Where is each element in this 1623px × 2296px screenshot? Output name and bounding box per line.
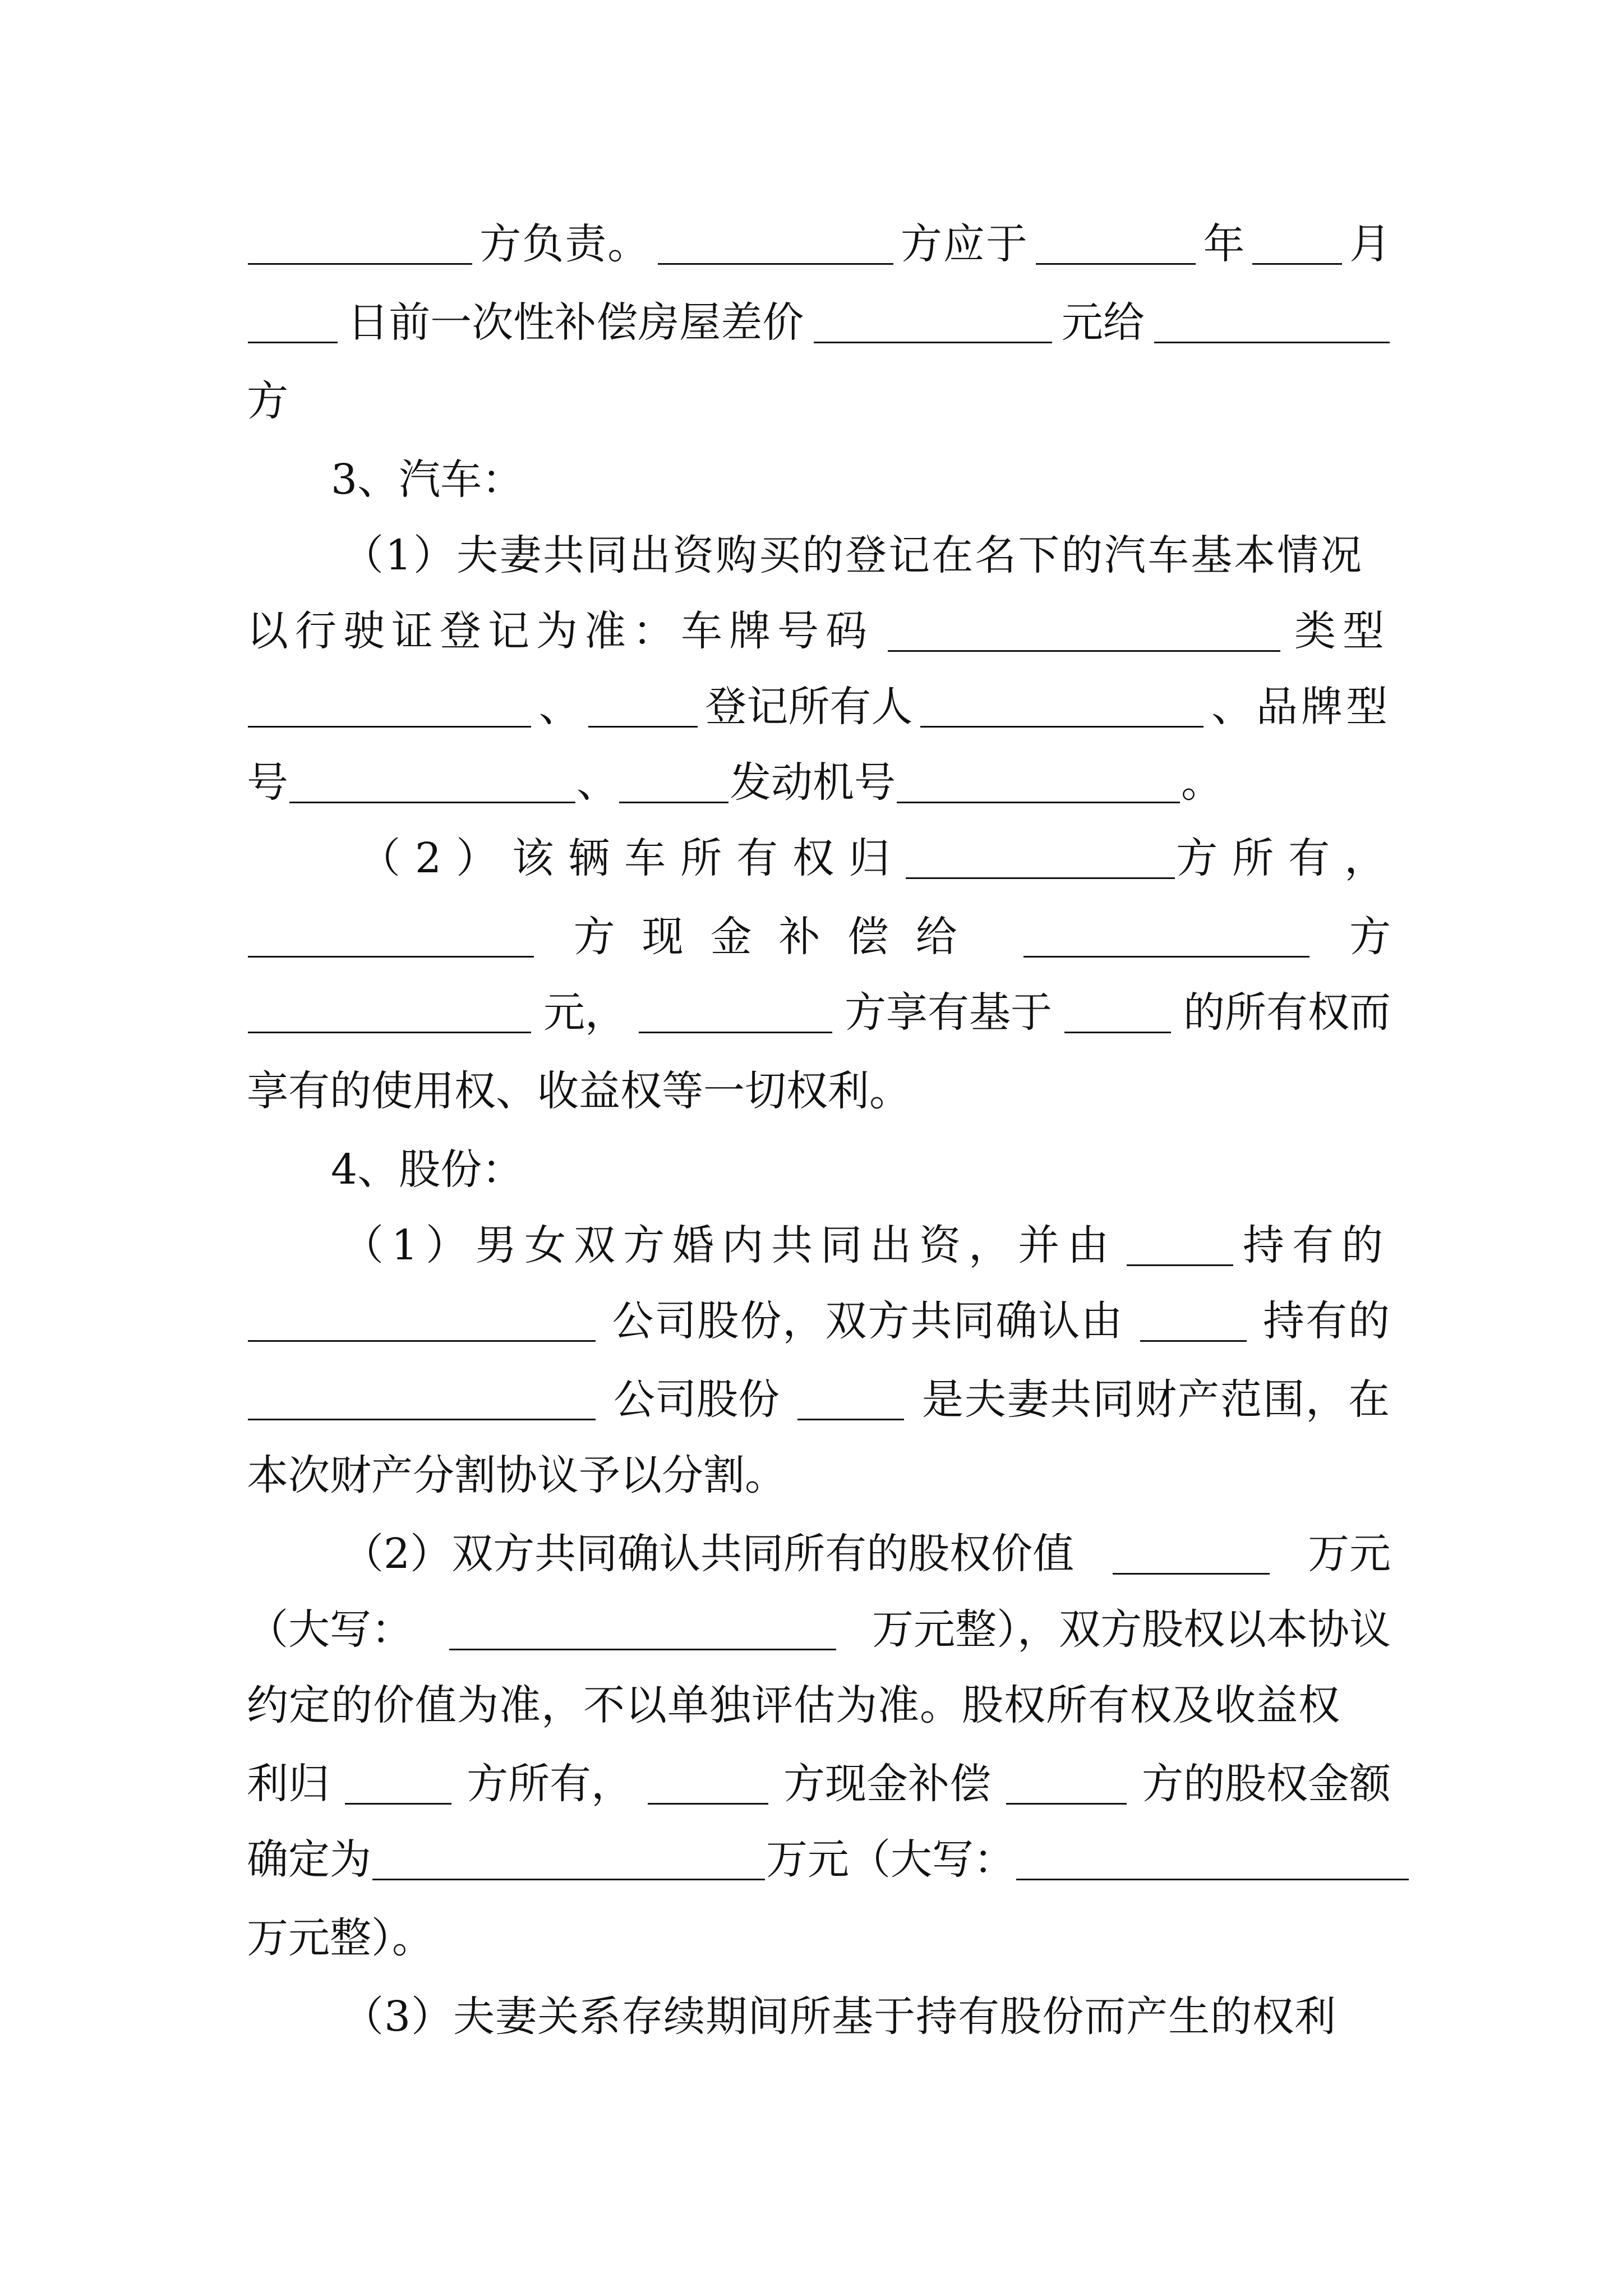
text-run: 号 — [247, 758, 288, 807]
text-line — [247, 982, 1391, 1043]
text-run: 方现金补偿 — [783, 1760, 991, 1808]
text-run: （1）男女双方婚内共同出资，并由 — [342, 1221, 1117, 1269]
text-run: 方所有， — [467, 1760, 633, 1808]
text-line — [247, 1290, 1391, 1352]
text-run: 确定为 — [247, 1835, 371, 1884]
text-line — [247, 906, 1391, 968]
text-run: 方享有基于 — [845, 988, 1052, 1037]
text-run: （大写： — [247, 1605, 413, 1654]
text-run: 本次财产分割协议予以分割。 — [247, 1451, 786, 1499]
text-line — [247, 1060, 1391, 1122]
text-run: 、 — [577, 758, 618, 807]
text-run: 方 — [1349, 913, 1391, 961]
text-run: 方所有， — [1176, 834, 1401, 882]
fill-blank — [897, 762, 1180, 803]
fill-blank — [619, 762, 728, 803]
text-run: 方应于 — [900, 220, 1029, 268]
text-line — [247, 213, 1391, 275]
text-run: 持有的 — [1262, 1297, 1391, 1345]
text-run: 万元整）。 — [247, 1914, 434, 1962]
text-line — [247, 600, 1391, 662]
fill-blank — [248, 992, 531, 1033]
text-run: 、 — [538, 683, 580, 731]
text-run: 方负责。 — [479, 220, 651, 268]
fill-blank — [1064, 992, 1171, 1033]
fill-blank — [814, 302, 1052, 343]
text-run: 享有的使用权、收益权等一切权利。 — [247, 1067, 911, 1115]
text-run: 3、汽车： — [331, 455, 524, 504]
text-run: （3）夫妻关系存续期间所基于持有股份而产生的权利 — [342, 1993, 1337, 2041]
text-line — [359, 827, 1401, 889]
text-run: 发动机号 — [730, 758, 896, 807]
fill-blank — [289, 762, 575, 803]
fill-blank — [1006, 1764, 1127, 1805]
fill-blank — [588, 687, 698, 728]
text-run: 利归 — [247, 1760, 330, 1808]
text-line — [247, 1753, 1391, 1815]
text-line — [342, 1986, 1391, 2047]
text-run: 方 — [247, 377, 288, 425]
text-line — [342, 1523, 1391, 1585]
text-run: 方现金补偿给 — [573, 913, 984, 961]
text-run: 日前一次性补偿房屋差价 — [347, 298, 804, 347]
text-run: 约定的价值为准，不以单独评估为准。股权所有权及收益权 — [247, 1681, 1340, 1729]
fill-blank — [248, 917, 534, 958]
text-run: （2）该辆车所有权归 — [359, 834, 905, 882]
text-run: 方的股权金额 — [1142, 1760, 1391, 1808]
text-line — [247, 1829, 1391, 1890]
fill-blank — [248, 1379, 596, 1420]
text-run: （2）双方共同确认共同所有的股权价值 — [342, 1530, 1075, 1578]
fill-blank — [372, 1839, 765, 1880]
fill-blank — [648, 1764, 768, 1805]
fill-blank — [1113, 1534, 1270, 1575]
text-run: 。 — [1181, 758, 1223, 807]
fill-blank — [888, 611, 1280, 652]
text-run: 万元整），双方股权以本协议 — [872, 1605, 1391, 1654]
text-run: 万元 — [1308, 1530, 1391, 1578]
fill-blank — [639, 992, 832, 1033]
text-line — [247, 1369, 1391, 1430]
text-run: 万元（大写： — [766, 1835, 1015, 1884]
text-run: 月 — [1349, 220, 1391, 268]
fill-blank — [248, 302, 338, 343]
text-run: 、品牌型 — [1211, 683, 1391, 731]
text-run: 持有的 — [1243, 1221, 1391, 1269]
fill-blank — [1154, 302, 1390, 343]
fill-blank — [1140, 1301, 1247, 1342]
text-run: 元， — [543, 988, 626, 1037]
section-heading — [331, 449, 1391, 510]
text-run: 类型 — [1294, 607, 1391, 655]
fill-blank — [1252, 224, 1342, 265]
fill-blank — [248, 224, 472, 265]
text-run: 是夫妻共同财产范围，在 — [922, 1375, 1391, 1424]
text-run: 元给 — [1061, 298, 1145, 347]
text-run: 以行驶证登记为准：车牌号码 — [247, 607, 874, 655]
fill-blank — [906, 838, 1175, 879]
fill-blank — [1023, 917, 1310, 958]
fill-blank — [248, 687, 531, 728]
fill-blank — [248, 1301, 596, 1342]
text-run: 公司股份 — [614, 1375, 780, 1424]
text-line — [247, 752, 1391, 813]
text-line — [247, 292, 1391, 353]
text-line — [247, 1599, 1391, 1660]
fill-blank — [658, 224, 893, 265]
section-heading — [331, 1139, 1391, 1200]
text-line — [342, 1214, 1391, 1276]
text-run: 的所有权而 — [1183, 988, 1391, 1037]
text-run: 年 — [1203, 220, 1245, 268]
text-line — [247, 1674, 1391, 1736]
text-line — [342, 524, 1391, 586]
fill-blank — [449, 1609, 836, 1650]
fill-blank — [1127, 1225, 1233, 1266]
fill-blank — [920, 687, 1204, 728]
text-line — [247, 676, 1391, 738]
text-line — [247, 1907, 1391, 1969]
text-line — [247, 1444, 1391, 1506]
text-run: 4、股份： — [331, 1145, 524, 1194]
text-run: 登记所有人 — [705, 683, 913, 731]
fill-blank — [1036, 224, 1196, 265]
fill-blank — [797, 1379, 904, 1420]
text-run: （1）夫妻共同出资购买的登记在名下的汽车基本情况 — [342, 531, 1364, 579]
fill-blank — [1016, 1839, 1409, 1880]
text-run: 公司股份，双方共同确认由 — [612, 1297, 1124, 1345]
text-line — [247, 370, 1391, 432]
fill-blank — [345, 1764, 451, 1805]
